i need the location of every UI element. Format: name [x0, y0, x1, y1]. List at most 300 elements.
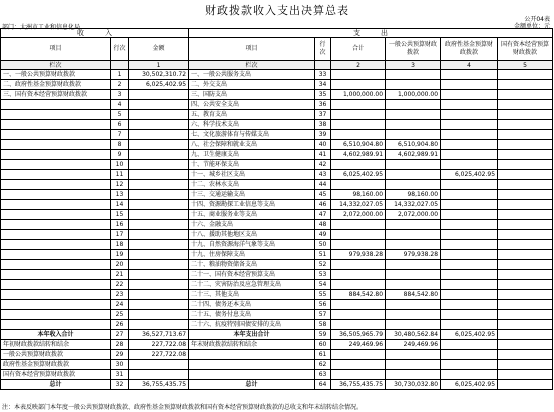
state-capital-amount: [498, 330, 553, 340]
expense-header: 支 出: [189, 29, 553, 38]
income-amount: [129, 310, 189, 320]
total-amount: 979,938.28: [331, 250, 386, 260]
state-capital-amount: [498, 270, 553, 280]
expense-item: 七、文化旅游体育与传媒支出: [189, 130, 315, 140]
general-budget-amount: [386, 220, 441, 230]
income-amount: [129, 290, 189, 300]
gov-fund-amount: [441, 290, 498, 300]
table-row: [1, 230, 553, 240]
table-row: [1, 380, 553, 390]
general-budget-amount: [386, 100, 441, 110]
table-row: [1, 270, 553, 280]
general-budget-amount: [386, 180, 441, 190]
gov-fund-amount: [441, 230, 498, 240]
gov-fund-amount: 6,025,402.95: [441, 380, 498, 390]
form-number: 公开04表: [524, 16, 550, 23]
income-line: 17: [111, 230, 129, 240]
gov-fund-amount: [441, 240, 498, 250]
income-line: 26: [111, 320, 129, 330]
income-line: 28: [111, 340, 129, 350]
gov-fund-amount: [441, 310, 498, 320]
income-item: [1, 190, 111, 200]
income-amount: 36,527,713.67: [129, 330, 189, 340]
table-row: [1, 300, 553, 310]
income-amount: [129, 280, 189, 290]
gov-fund-amount: [441, 90, 498, 100]
general-budget-amount: [386, 310, 441, 320]
income-item: [1, 230, 111, 240]
col-total: 合计: [331, 38, 386, 61]
gov-fund-amount: [441, 360, 498, 370]
state-capital-amount: [498, 100, 553, 110]
income-item: 二、政府性基金预算财政拨款: [1, 80, 111, 90]
expense-item: 十九、住房保障支出: [189, 250, 315, 260]
gov-fund-amount: [441, 370, 498, 380]
income-item: [1, 240, 111, 250]
state-capital-amount: [498, 360, 553, 370]
general-budget-amount: [386, 110, 441, 120]
expense-line: 44: [315, 180, 331, 190]
state-capital-amount: [498, 150, 553, 160]
total-amount: [331, 360, 386, 370]
income-item: [1, 310, 111, 320]
income-amount: [129, 90, 189, 100]
table-row: [1, 220, 553, 230]
total-amount: 14,332,027.05: [331, 200, 386, 210]
state-capital-amount: [498, 200, 553, 210]
table-row: [1, 160, 553, 170]
expense-item: 八、社会保障和就业支出: [189, 140, 315, 150]
income-line: 16: [111, 220, 129, 230]
income-item: 政府性基金预算财政拨款: [1, 360, 111, 370]
table-row: [1, 200, 553, 210]
table-row: [1, 170, 553, 180]
gov-fund-amount: [441, 270, 498, 280]
expense-line: 52: [315, 260, 331, 270]
income-amount: [129, 240, 189, 250]
income-line: 23: [111, 290, 129, 300]
col-income-amount: 金额: [129, 38, 189, 61]
income-amount: 6,025,402.95: [129, 80, 189, 90]
expense-item: 总计: [189, 380, 315, 390]
income-item: [1, 130, 111, 140]
expense-item: 二十、粮油物资储备支出: [189, 260, 315, 270]
income-amount: [129, 190, 189, 200]
table-row: [1, 140, 553, 150]
expense-item: 五、教育支出: [189, 110, 315, 120]
general-budget-amount: [386, 80, 441, 90]
expense-line: 58: [315, 320, 331, 330]
expense-line: 64: [315, 380, 331, 390]
general-budget-amount: 30,480,562.84: [386, 330, 441, 340]
general-budget-amount: [386, 160, 441, 170]
income-line: 4: [111, 100, 129, 110]
total-amount: [331, 130, 386, 140]
table-row: [1, 360, 553, 370]
state-capital-amount: [498, 320, 553, 330]
income-amount: 30,502,310.72: [129, 70, 189, 80]
table-row: [1, 330, 553, 340]
expense-line: 40: [315, 140, 331, 150]
total-amount: [331, 370, 386, 380]
state-capital-amount: [498, 170, 553, 180]
table-row: [1, 100, 553, 110]
income-header: 收 入: [1, 29, 189, 38]
gov-fund-amount: [441, 340, 498, 350]
income-amount: [129, 120, 189, 130]
col-income-line: 行次: [111, 38, 129, 61]
state-capital-amount: [498, 70, 553, 80]
income-line: 12: [111, 180, 129, 190]
income-line: 13: [111, 190, 129, 200]
expense-line: 34: [315, 80, 331, 90]
state-capital-amount: [498, 380, 553, 390]
expense-line: 51: [315, 250, 331, 260]
gov-fund-amount: [441, 280, 498, 290]
general-budget-amount: [386, 350, 441, 360]
total-amount: [331, 280, 386, 290]
state-capital-amount: [498, 350, 553, 360]
total-amount: 2,072,000.00: [331, 210, 386, 220]
income-item: [1, 320, 111, 330]
report-title: 财政拨款收入支出决算总表: [205, 4, 349, 17]
income-amount: [129, 150, 189, 160]
table-row: [1, 240, 553, 250]
table-row: [1, 190, 553, 200]
expense-line: 53: [315, 270, 331, 280]
expense-line: 59: [315, 330, 331, 340]
table-row: [1, 70, 553, 80]
gov-fund-amount: [441, 210, 498, 220]
general-budget-amount: 979,938.28: [386, 250, 441, 260]
income-item: [1, 250, 111, 260]
income-line: 2: [111, 80, 129, 90]
lanci-5: 5: [498, 61, 553, 70]
income-line: 31: [111, 370, 129, 380]
total-amount: [331, 220, 386, 230]
total-amount: 249,469.96: [331, 340, 386, 350]
income-item: 国有资本经营预算财政拨款: [1, 370, 111, 380]
col-state-capital: 国有资本经营预算财政拨款: [498, 38, 553, 61]
income-line: 6: [111, 120, 129, 130]
total-amount: [331, 160, 386, 170]
gov-fund-amount: [441, 300, 498, 310]
total-amount: [331, 70, 386, 80]
general-budget-amount: [386, 130, 441, 140]
income-amount: [129, 210, 189, 220]
expense-item: 一、一般公共服务支出: [189, 70, 315, 80]
total-amount: 98,160.00: [331, 190, 386, 200]
gov-fund-amount: [441, 70, 498, 80]
table-row: [1, 130, 553, 140]
general-budget-amount: 98,160.00: [386, 190, 441, 200]
col-gov-fund: 政府性基金预算财政拨款: [441, 38, 498, 61]
gov-fund-amount: [441, 200, 498, 210]
general-budget-amount: 1,000,000.00: [386, 90, 441, 100]
expense-item: 三、国防支出: [189, 90, 315, 100]
income-item: [1, 100, 111, 110]
income-item: [1, 200, 111, 210]
general-budget-amount: [386, 320, 441, 330]
general-budget-amount: [386, 120, 441, 130]
table-row: [1, 110, 553, 120]
expense-item: 十、节能环保支出: [189, 160, 315, 170]
state-capital-amount: [498, 210, 553, 220]
table-row: [1, 250, 553, 260]
col-general-budget: 一般公共预算财政拨款: [386, 38, 441, 61]
expense-line: 43: [315, 170, 331, 180]
lanci-income: 栏次: [1, 61, 111, 70]
income-amount: [129, 300, 189, 310]
table-row: [1, 350, 553, 360]
income-line: 21: [111, 270, 129, 280]
total-amount: [331, 310, 386, 320]
expense-line: 46: [315, 200, 331, 210]
lanci-3: 3: [386, 61, 441, 70]
income-item: [1, 280, 111, 290]
income-line: 18: [111, 240, 129, 250]
general-budget-amount: [386, 230, 441, 240]
income-line: 25: [111, 310, 129, 320]
table-row: [1, 310, 553, 320]
expense-item: 二十六、抗疫特别国债安排的支出: [189, 320, 315, 330]
gov-fund-amount: [441, 130, 498, 140]
income-amount: 227,722.08: [129, 350, 189, 360]
expense-line: 48: [315, 220, 331, 230]
income-item: 本年收入合计: [1, 330, 111, 340]
income-item: 一般公共预算财政拨款: [1, 350, 111, 360]
income-amount: [129, 100, 189, 110]
state-capital-amount: [498, 120, 553, 130]
expense-item: 六、科学技术支出: [189, 120, 315, 130]
expense-line: 62: [315, 360, 331, 370]
state-capital-amount: [498, 310, 553, 320]
state-capital-amount: [498, 340, 553, 350]
expense-item: [189, 360, 315, 370]
expense-line: 37: [315, 110, 331, 120]
table-row: [1, 90, 553, 100]
income-line: 8: [111, 140, 129, 150]
expense-item: 二十一、国有资本经营预算支出: [189, 270, 315, 280]
income-amount: [129, 270, 189, 280]
total-amount: [331, 110, 386, 120]
expense-item: 十一、城乡社区支出: [189, 170, 315, 180]
gov-fund-amount: [441, 190, 498, 200]
income-item: 三、国有资本经营预算财政拨款: [1, 90, 111, 100]
income-item: 总计: [1, 380, 111, 390]
total-amount: 4,602,989.91: [331, 150, 386, 160]
income-line: 29: [111, 350, 129, 360]
general-budget-amount: [386, 370, 441, 380]
income-amount: [129, 370, 189, 380]
expense-line: 33: [315, 70, 331, 80]
footnote: 注：本表反映部门本年度一般公共预算财政拨款、政府性基金预算财政拨款和国有资本经营预算财政拨款的总收支和年末结转结余情况。: [2, 404, 363, 411]
col-expense-line: 行次: [315, 38, 331, 61]
gov-fund-amount: [441, 100, 498, 110]
income-amount: [129, 180, 189, 190]
general-budget-amount: 249,469.96: [386, 340, 441, 350]
gov-fund-amount: [441, 80, 498, 90]
department-label: 部门：大洲市工业和信息化局: [2, 24, 81, 31]
state-capital-amount: [498, 280, 553, 290]
gov-fund-amount: 6,025,402.95: [441, 170, 498, 180]
income-item: 年初财政拨款结转和结余: [1, 340, 111, 350]
expense-line: 42: [315, 160, 331, 170]
income-item: [1, 180, 111, 190]
expense-line: 56: [315, 300, 331, 310]
table-row: [1, 370, 553, 380]
total-amount: [331, 100, 386, 110]
gov-fund-amount: 6,025,402.95: [441, 330, 498, 340]
total-amount: [331, 180, 386, 190]
state-capital-amount: [498, 370, 553, 380]
general-budget-amount: 14,332,027.05: [386, 200, 441, 210]
general-budget-amount: [386, 170, 441, 180]
total-amount: 884,542.80: [331, 290, 386, 300]
expense-item: 年末财政拨款结转和结余: [189, 340, 315, 350]
gov-fund-amount: [441, 110, 498, 120]
total-amount: [331, 320, 386, 330]
expense-item: 十三、交通运输支出: [189, 190, 315, 200]
general-budget-amount: [386, 240, 441, 250]
gov-fund-amount: [441, 350, 498, 360]
income-amount: [129, 140, 189, 150]
total-amount: 36,505,965.79: [331, 330, 386, 340]
income-line: 3: [111, 90, 129, 100]
income-line: 27: [111, 330, 129, 340]
state-capital-amount: [498, 140, 553, 150]
gov-fund-amount: [441, 250, 498, 260]
general-budget-amount: [386, 300, 441, 310]
general-budget-amount: [386, 260, 441, 270]
table-row: [1, 320, 553, 330]
state-capital-amount: [498, 290, 553, 300]
expense-item: 十九、自然资源海洋气象等支出: [189, 240, 315, 250]
gov-fund-amount: [441, 150, 498, 160]
expense-item: 本年支出合计: [189, 330, 315, 340]
income-item: [1, 110, 111, 120]
income-amount: 227,722.08: [129, 340, 189, 350]
lanci-2: 2: [331, 61, 386, 70]
table-row: [1, 150, 553, 160]
expense-line: 45: [315, 190, 331, 200]
gov-fund-amount: [441, 320, 498, 330]
table-row: [1, 280, 553, 290]
expense-line: 54: [315, 280, 331, 290]
income-line: 9: [111, 150, 129, 160]
expense-line: 57: [315, 310, 331, 320]
table-row: [1, 180, 553, 190]
income-item: 一、一般公共预算财政拨款: [1, 70, 111, 80]
total-amount: [331, 240, 386, 250]
state-capital-amount: [498, 300, 553, 310]
gov-fund-amount: [441, 220, 498, 230]
expense-line: 36: [315, 100, 331, 110]
income-item: [1, 170, 111, 180]
table-row: [1, 210, 553, 220]
total-amount: 6,510,904.80: [331, 140, 386, 150]
income-line: 11: [111, 170, 129, 180]
total-amount: [331, 300, 386, 310]
income-item: [1, 300, 111, 310]
income-item: [1, 210, 111, 220]
gov-fund-amount: [441, 120, 498, 130]
total-amount: 6,025,402.95: [331, 170, 386, 180]
expense-line: 61: [315, 350, 331, 360]
expense-line: 49: [315, 230, 331, 240]
expense-item: 二十二、灾害防治及应急管理支出: [189, 280, 315, 290]
income-amount: [129, 360, 189, 370]
expense-item: 十四、资源勘探工业信息等支出: [189, 200, 315, 210]
general-budget-amount: 884,542.80: [386, 290, 441, 300]
income-amount: 36,755,435.75: [129, 380, 189, 390]
income-amount: [129, 260, 189, 270]
expense-line: 35: [315, 90, 331, 100]
gov-fund-amount: [441, 260, 498, 270]
expense-item: 二十三、其他支出: [189, 290, 315, 300]
income-item: [1, 260, 111, 270]
table-row: [1, 340, 553, 350]
expense-item: [189, 370, 315, 380]
state-capital-amount: [498, 160, 553, 170]
expense-item: 十六、金融支出: [189, 220, 315, 230]
expense-line: 50: [315, 240, 331, 250]
income-line: 24: [111, 300, 129, 310]
state-capital-amount: [498, 250, 553, 260]
expense-item: 十二、农林水支出: [189, 180, 315, 190]
general-budget-amount: [386, 70, 441, 80]
state-capital-amount: [498, 130, 553, 140]
lanci-4: 4: [441, 61, 498, 70]
general-budget-amount: 4,602,989.91: [386, 150, 441, 160]
lanci-1: 1: [129, 61, 189, 70]
income-amount: [129, 110, 189, 120]
gov-fund-amount: [441, 160, 498, 170]
income-item: [1, 120, 111, 130]
state-capital-amount: [498, 80, 553, 90]
expense-line: 38: [315, 120, 331, 130]
expense-line: 41: [315, 150, 331, 160]
lanci-expense: 栏次: [189, 61, 315, 70]
income-amount: [129, 250, 189, 260]
state-capital-amount: [498, 90, 553, 100]
income-line: 30: [111, 360, 129, 370]
income-line: 10: [111, 160, 129, 170]
gov-fund-amount: [441, 140, 498, 150]
income-amount: [129, 320, 189, 330]
income-amount: [129, 170, 189, 180]
state-capital-amount: [498, 260, 553, 270]
col-income-item: 项目: [1, 38, 111, 61]
state-capital-amount: [498, 220, 553, 230]
general-budget-amount: [386, 360, 441, 370]
income-amount: [129, 200, 189, 210]
total-amount: [331, 120, 386, 130]
state-capital-amount: [498, 230, 553, 240]
income-amount: [129, 160, 189, 170]
income-line: 20: [111, 260, 129, 270]
state-capital-amount: [498, 180, 553, 190]
expense-line: 39: [315, 130, 331, 140]
income-item: [1, 220, 111, 230]
expense-line: 47: [315, 210, 331, 220]
col-expense-item: 项目: [189, 38, 315, 61]
expense-item: 十五、商业服务业等支出: [189, 210, 315, 220]
total-amount: [331, 230, 386, 240]
state-capital-amount: [498, 240, 553, 250]
income-line: 32: [111, 380, 129, 390]
general-budget-amount: [386, 280, 441, 290]
